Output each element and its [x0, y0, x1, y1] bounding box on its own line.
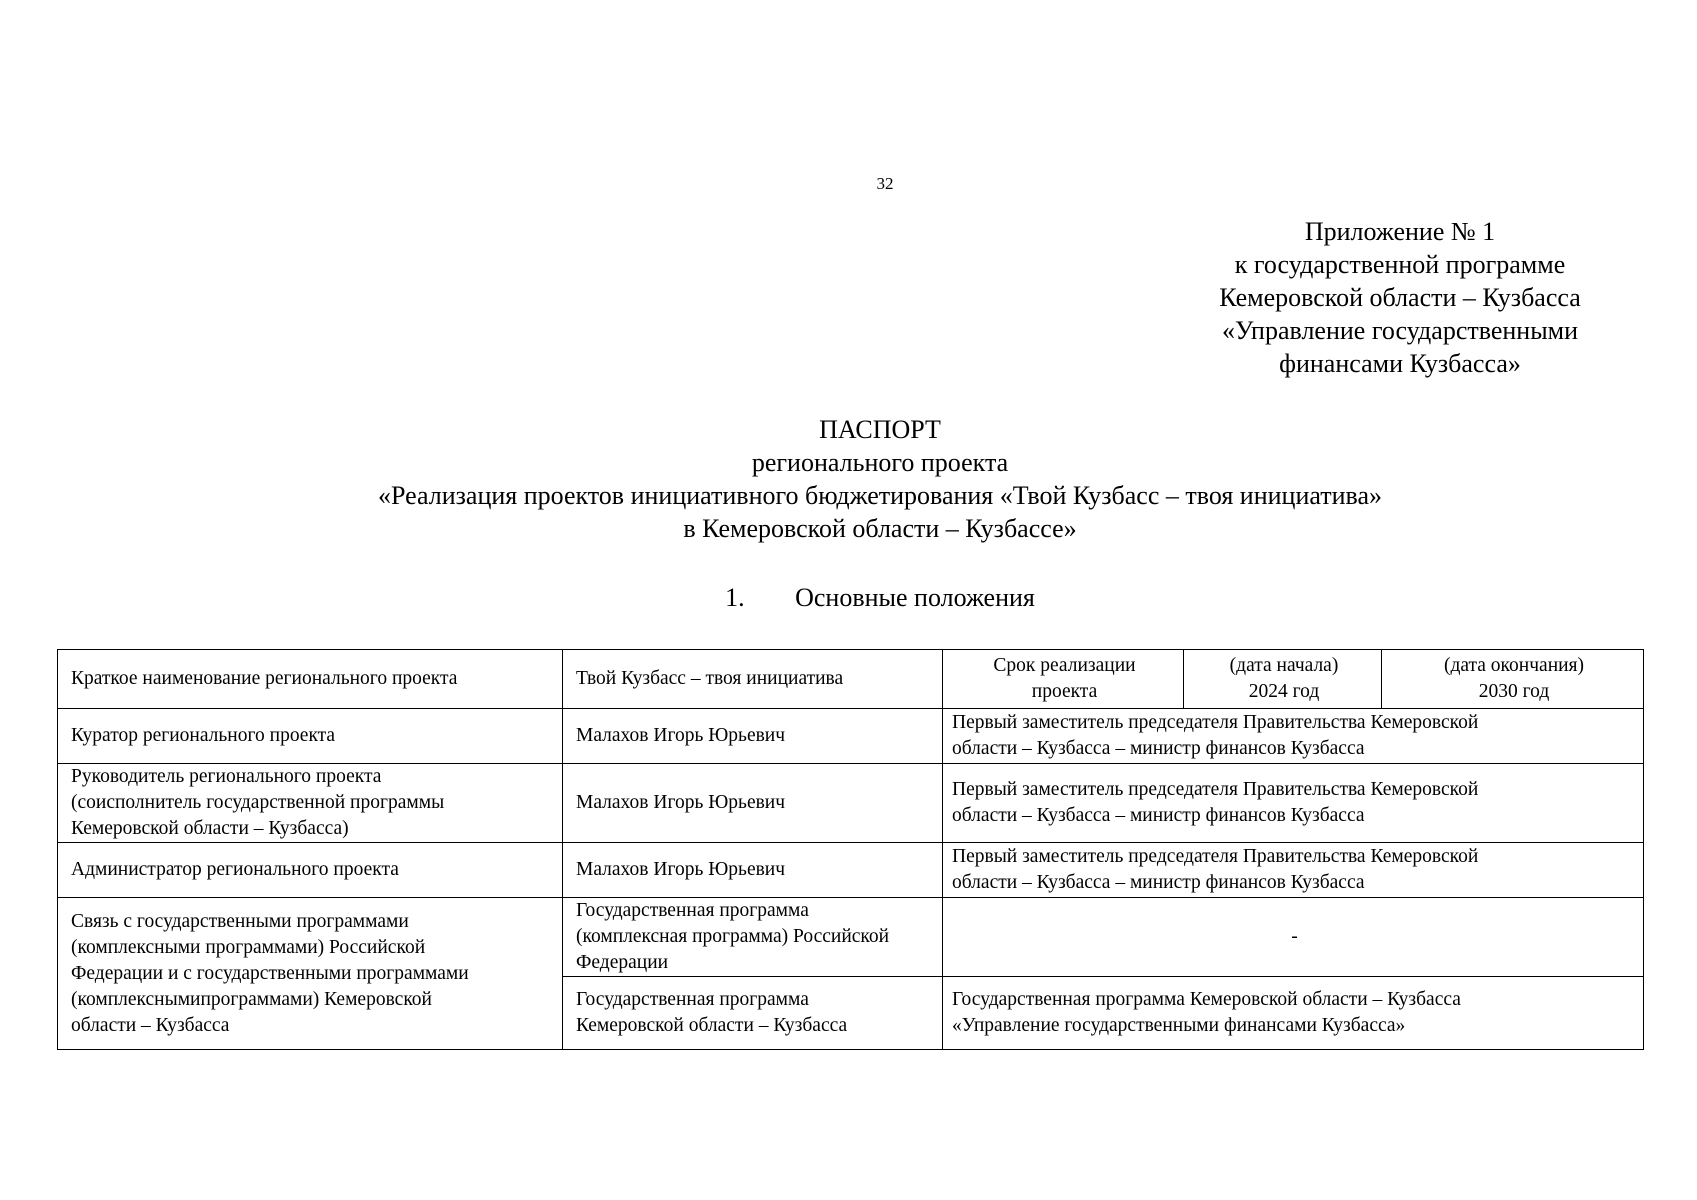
end-date-cell	[1382, 650, 1644, 709]
section-heading	[0, 581, 1697, 614]
label-line: Федерации	[576, 952, 669, 973]
passport-subtitle: регионального проекта	[751, 448, 1009, 477]
position-line: Первый заместитель председателя Правительства Кемеровской	[952, 712, 1479, 733]
label-line: Государственная программа	[576, 900, 809, 921]
curator-label: Куратор регионального проекта	[58, 709, 563, 764]
label-line: (комплексная программа) Российской	[576, 926, 890, 947]
label-line: области – Кузбасса	[71, 1014, 230, 1036]
links-label	[58, 898, 563, 1050]
main-provisions-table	[57, 649, 1644, 1050]
value-line: «Управление государственными финансами Кузбасса»	[952, 1015, 1406, 1036]
position-line: области – Кузбасса – министр финансов Кузбасса	[952, 872, 1365, 893]
project-region: в Кемеровской области – Кузбассе»	[683, 514, 1077, 543]
label-line: (соисполнитель государственной программы	[71, 792, 445, 813]
federal-program-value: -	[943, 898, 1644, 977]
page-number: 32	[876, 174, 894, 193]
head-label	[58, 764, 563, 843]
position-line: области – Кузбасса – министр финансов Кузбасса	[952, 805, 1365, 826]
end-date-value: 2030 год	[1478, 681, 1550, 702]
label-line: (комплекснымипрограммами) Кемеровской	[71, 988, 432, 1010]
federal-program-label	[563, 898, 943, 977]
short-name-label: Краткое наименование регионального проекта	[58, 650, 563, 709]
appendix-line: Приложение № 1	[1304, 217, 1496, 246]
appendix-line: Кемеровской области – Кузбасса	[1219, 283, 1581, 312]
table-row-short-name	[58, 650, 1644, 709]
position-line: Первый заместитель председателя Правительства Кемеровской	[952, 846, 1479, 867]
start-date-label: (дата начала)	[1229, 655, 1339, 676]
appendix-block	[1180, 215, 1620, 380]
regional-program-value	[943, 977, 1644, 1050]
label-line: Государственная программа	[576, 989, 809, 1010]
head-name: Малахов Игорь Юрьевич	[563, 764, 943, 843]
administrator-name: Малахов Игорь Юрьевич	[563, 843, 943, 898]
appendix-line: к государственной программе	[1234, 250, 1566, 279]
appendix-line: финансами Кузбасса»	[1279, 349, 1521, 378]
start-date-value: 2024 год	[1248, 681, 1320, 702]
passport-heading	[0, 413, 1697, 545]
label-line: Руководитель регионального проекта	[71, 766, 382, 787]
administrator-label: Администратор регионального проекта	[58, 843, 563, 898]
section-number: 1.	[725, 583, 745, 612]
value-line: Государственная программа Кемеровской области – Кузбасса	[952, 989, 1461, 1010]
curator-position	[943, 709, 1644, 764]
label-line: Кемеровской области – Кузбасса)	[71, 818, 349, 839]
project-name: «Реализация проектов инициативного бюджетирования «Твой Кузбасс – твоя инициатива»	[378, 481, 1382, 510]
table-row-curator	[58, 709, 1644, 764]
regional-program-label	[563, 977, 943, 1050]
table-row-head	[58, 764, 1644, 843]
period-label: проекта	[1031, 681, 1098, 702]
table-row-links-federal	[58, 898, 1644, 977]
position-line: области – Кузбасса – министр финансов Кузбасса	[952, 738, 1365, 759]
period-label: Срок реализации	[993, 655, 1136, 676]
label-line: Связь с государственными программами	[71, 910, 409, 932]
period-label-cell	[943, 650, 1184, 709]
label-line: Федерации и с государственными программами	[71, 962, 469, 984]
curator-name: Малахов Игорь Юрьевич	[563, 709, 943, 764]
end-date-label: (дата окончания)	[1443, 655, 1585, 676]
short-name-value: Твой Кузбасс – твоя инициатива	[563, 650, 943, 709]
start-date-cell	[1184, 650, 1382, 709]
passport-title: ПАСПОРТ	[819, 415, 941, 444]
table-row-administrator	[58, 843, 1644, 898]
label-line: Кемеровской области – Кузбасса	[576, 1015, 848, 1036]
section-title: Основные положения	[795, 583, 1035, 612]
position-line: Первый заместитель председателя Правительства Кемеровской	[952, 779, 1479, 800]
label-line: (комплексными программами) Российской	[71, 936, 426, 958]
head-position	[943, 764, 1644, 843]
administrator-position	[943, 843, 1644, 898]
appendix-line: «Управление государственными	[1221, 316, 1579, 345]
